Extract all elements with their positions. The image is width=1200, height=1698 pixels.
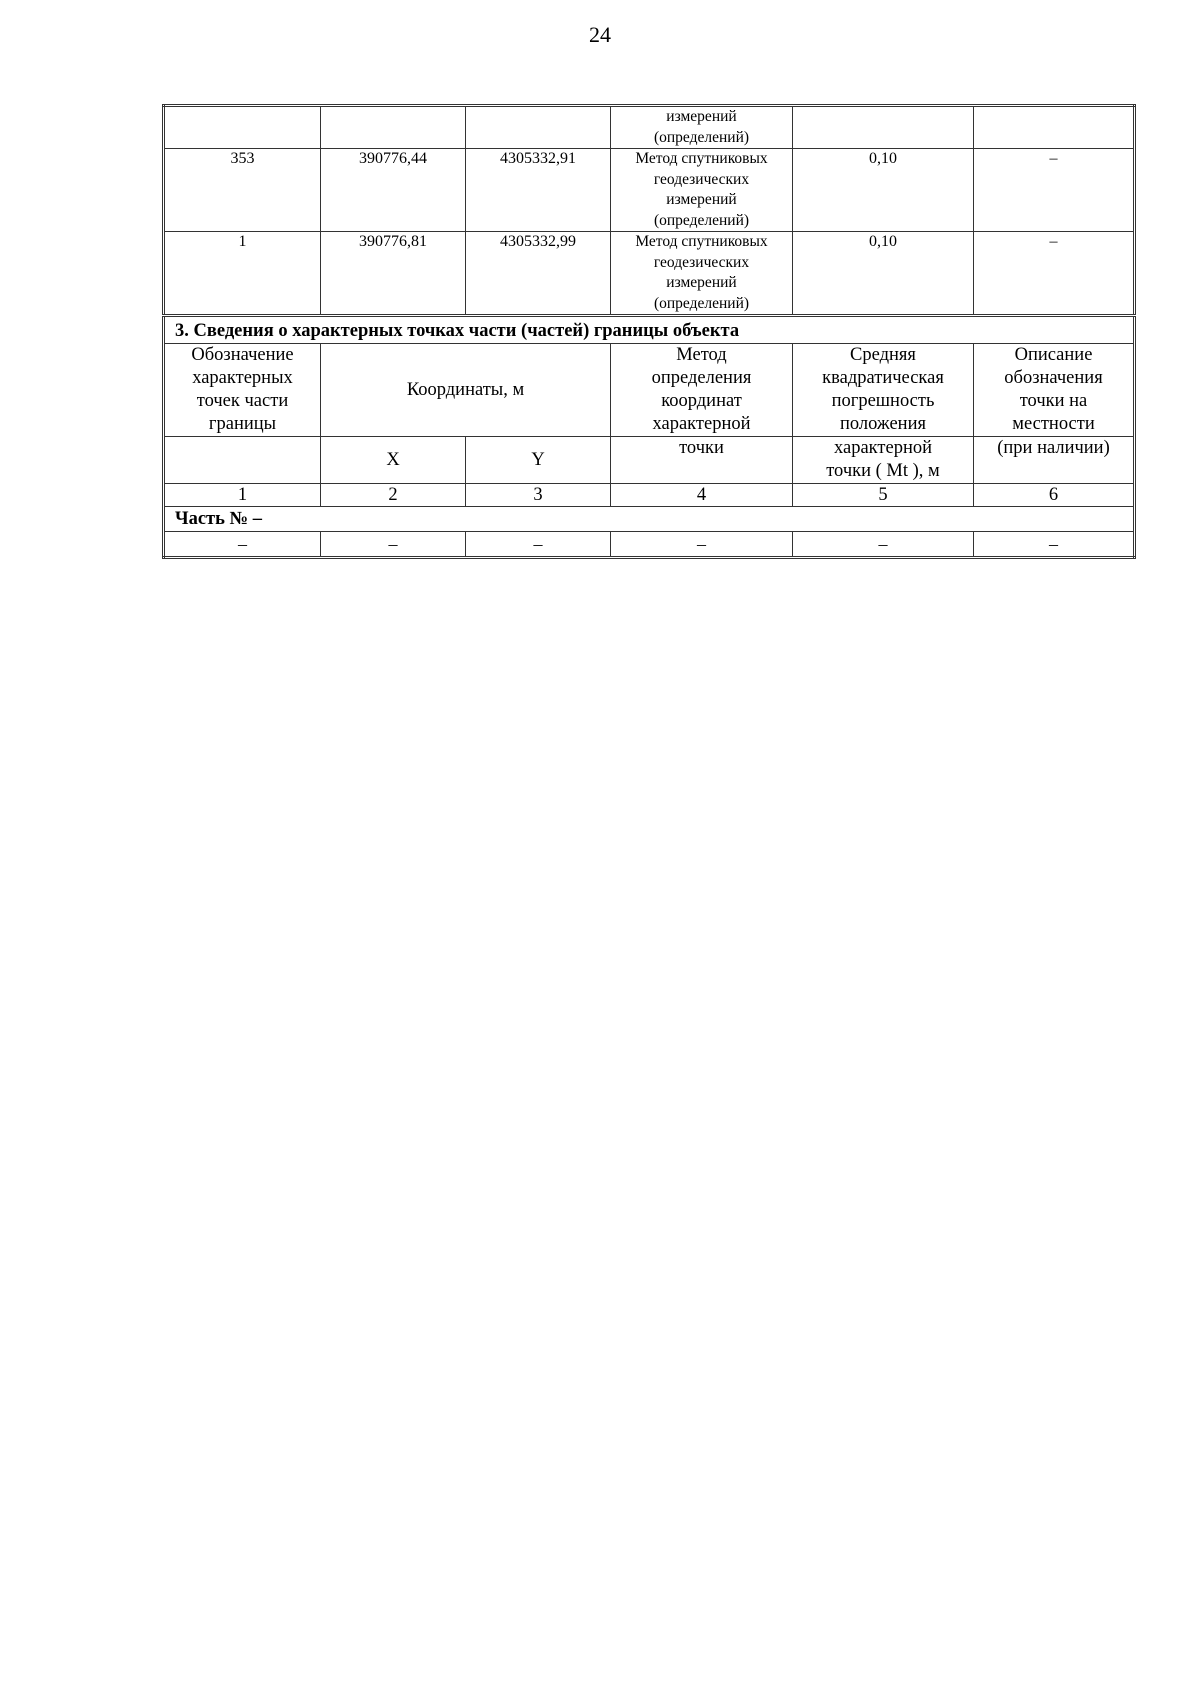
header-row: [164, 437, 1135, 484]
part-row: [164, 507, 1135, 532]
table-row: [164, 106, 1135, 149]
empty-cell: –: [321, 532, 466, 558]
column-numbers-row: [164, 484, 1135, 507]
method-cell: [611, 106, 793, 149]
method-line: (определений): [653, 294, 750, 312]
section-title: 3. Сведения о характерных точках части (частей) границы объекта: [164, 316, 1135, 344]
header-line: границы: [208, 414, 277, 434]
header-description-cont: (при наличии): [974, 437, 1135, 484]
header-point-designation: [164, 344, 321, 437]
header-accuracy-cont: [793, 437, 974, 484]
column-number: 6: [974, 484, 1135, 507]
part-label: Часть № –: [164, 507, 1135, 532]
description-cell: –: [974, 232, 1135, 316]
column-number: 1: [164, 484, 321, 507]
method-line: геодезических: [653, 170, 750, 188]
point-cell: [164, 106, 321, 149]
empty-cell: –: [793, 532, 974, 558]
table-row: [164, 532, 1135, 558]
accuracy-cell: 0,10: [793, 232, 974, 316]
header-description: [974, 344, 1135, 437]
boundary-points-table: [162, 104, 1136, 559]
header-accuracy: [793, 344, 974, 437]
header-line: характерной: [652, 414, 751, 434]
header-line: Описание: [1014, 345, 1093, 365]
empty-cell: –: [611, 532, 793, 558]
header-line: погрешность: [831, 391, 935, 411]
method-line: измерений: [666, 274, 737, 291]
empty-cell: –: [164, 532, 321, 558]
header-line: положения: [840, 414, 926, 434]
method-line: (определений): [653, 211, 750, 229]
method-line: Метод спутниковых: [635, 150, 768, 167]
table-row: [164, 232, 1135, 316]
method-line: Метод спутниковых: [635, 233, 768, 250]
header-line: точки на: [1019, 391, 1088, 411]
column-number: 5: [793, 484, 974, 507]
header-line: местности: [1012, 414, 1095, 434]
method-line: (определений): [653, 128, 750, 146]
header-point-designation-cont: [164, 437, 321, 484]
point-cell: 353: [164, 149, 321, 232]
method-line: геодезических: [653, 253, 750, 271]
header-line: определения: [651, 368, 752, 388]
x-cell: [321, 106, 466, 149]
x-cell: 390776,81: [321, 232, 466, 316]
y-cell: 4305332,91: [466, 149, 611, 232]
header-method-cont: точки: [611, 437, 793, 484]
method-cell: [611, 149, 793, 232]
header-line: Средняя: [850, 345, 916, 365]
method-cell: [611, 232, 793, 316]
empty-cell: –: [974, 532, 1135, 558]
description-cell: –: [974, 149, 1135, 232]
point-cell: 1: [164, 232, 321, 316]
y-cell: 4305332,99: [466, 232, 611, 316]
column-number: 3: [466, 484, 611, 507]
y-cell: [466, 106, 611, 149]
method-line: измерений: [666, 108, 737, 125]
section-title-row: [164, 316, 1135, 344]
header-line: точки ( Mt ), м: [826, 461, 940, 481]
header-line: характерной: [833, 438, 933, 458]
accuracy-cell: [793, 106, 974, 149]
header-line: точек части: [196, 391, 289, 411]
header-coordinates: Координаты, м: [321, 344, 611, 437]
method-line: измерений: [666, 191, 737, 208]
page-number: 24: [589, 22, 611, 47]
column-number: 2: [321, 484, 466, 507]
header-x: X: [321, 437, 466, 484]
header-line: координат: [661, 391, 742, 411]
header-row: [164, 344, 1135, 437]
header-line: обозначения: [1004, 368, 1103, 388]
empty-cell: –: [466, 532, 611, 558]
header-y: Y: [466, 437, 611, 484]
header-line: Обозначение: [191, 345, 294, 365]
header-line: характерных: [192, 368, 293, 388]
x-cell: 390776,44: [321, 149, 466, 232]
accuracy-cell: 0,10: [793, 149, 974, 232]
column-number: 4: [611, 484, 793, 507]
description-cell: [974, 106, 1135, 149]
header-line: Метод: [676, 345, 727, 365]
table-row: [164, 149, 1135, 232]
header-method: [611, 344, 793, 437]
header-line: квадратическая: [822, 368, 944, 388]
